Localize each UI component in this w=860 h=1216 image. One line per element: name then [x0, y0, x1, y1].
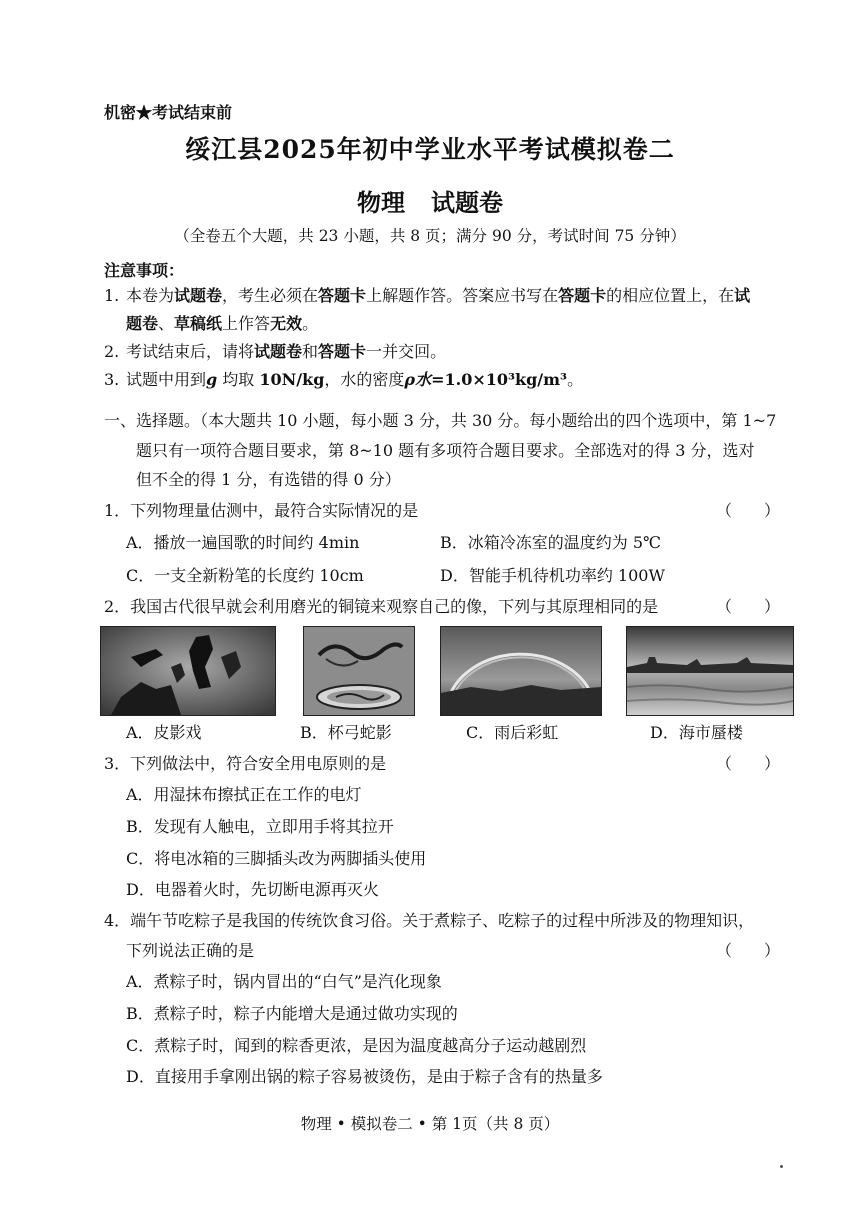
q4-option-b: B．煮粽子时，粽子内能增大是通过做功实现的	[126, 1004, 458, 1023]
q1-stem: 1．下列物理量估测中，最符合实际情况的是	[104, 501, 419, 520]
q2-option-d: D．海市蜃楼	[650, 723, 743, 742]
section1-instructions-line1: 一、选择题。（本大题共 10 小题，每小题 3 分，共 30 分。每小题给出的四个选项中，第 1~7	[104, 411, 777, 430]
q2-answer-parens: （ ）	[716, 597, 781, 616]
q3-answer-parens: （ ）	[716, 754, 781, 773]
scan-speck	[780, 1165, 783, 1168]
cup-snake-image	[303, 626, 415, 716]
q4-option-a: A．煮粽子时，锅内冒出的“白气”是汽化现象	[126, 972, 442, 991]
notice-item-1-cont: 题卷、草稿纸上作答无效。	[126, 314, 319, 333]
section1-instructions-line2: 题只有一项符合题目要求，第 8~10 题有多项符合题目要求。全部选对的得 3 分，选对	[136, 441, 755, 460]
q4-answer-parens: （ ）	[716, 941, 781, 960]
section1-instructions-line3: 但不全的得 1 分，有选错的得 0 分）	[136, 470, 401, 489]
shadow-puppet-graphic	[101, 627, 275, 715]
q2-option-b: B．杯弓蛇影	[300, 723, 392, 742]
paper-label: 试题卷	[431, 188, 503, 217]
q4-stem-line1: 4．端午节吃粽子是我国的传统饮食习俗。关于煮粽子、吃粽子的过程中所涉及的物理知识，	[104, 911, 755, 930]
notice-item-1: 1. 本卷为试题卷，考生必须在答题卡上解题作答。答案应书写在答题卡的相应位置上，在试	[104, 286, 751, 305]
exam-info: （全卷五个大题，共 23 小题，共 8 页；满分 90 分，考试时间 75 分钟）	[174, 227, 686, 245]
notice-item-2: 2. 考试结束后，请将试题卷和答题卡一并交回。	[104, 342, 447, 361]
notice-item-3: 3. 试题中用到g 均取 10N/kg，水的密度ρ水=1.0×10³kg/m³。	[104, 370, 584, 389]
exam-title: 绥江县2025年初中学业水平考试模拟卷二	[185, 135, 675, 164]
q3-stem: 3．下列做法中，符合安全用电原则的是	[104, 754, 387, 773]
subject-label: 物理	[357, 188, 405, 217]
q2-option-c: C．雨后彩虹	[466, 723, 559, 742]
page-footer: 物理 • 模拟卷二 • 第 1页（共 8 页）	[300, 1115, 560, 1133]
rainbow-image	[440, 626, 602, 716]
q1-option-d: D．智能手机待机功率约 100W	[440, 566, 665, 585]
rainbow-graphic	[441, 627, 601, 715]
q4-option-c: C．煮粽子时，闻到的粽香更浓，是因为温度越高分子运动越剧烈	[126, 1036, 587, 1055]
mirage-graphic	[627, 627, 793, 715]
q3-option-d: D．电器着火时，先切断电源再灭火	[126, 880, 379, 899]
q2-stem: 2．我国古代很早就会利用磨光的铜镜来观察自己的像，下列与其原理相同的是	[104, 597, 659, 616]
q3-option-a: A．用湿抹布擦拭正在工作的电灯	[126, 785, 362, 804]
q3-option-c: C．将电冰箱的三脚插头改为两脚插头使用	[126, 849, 427, 868]
mirage-image	[626, 626, 794, 716]
q1-option-b: B．冰箱冷冻室的温度约为 5℃	[440, 533, 661, 552]
cup-snake-graphic	[304, 627, 414, 715]
q1-option-a: A．播放一遍国歌的时间约 4min	[126, 533, 360, 552]
q1-answer-parens: （ ）	[716, 501, 781, 520]
confidential-label: 机密★考试结束前	[104, 103, 233, 122]
q1-option-c: C．一支全新粉笔的长度约 10cm	[126, 566, 364, 585]
q2-option-a: A．皮影戏	[126, 723, 202, 742]
notice-heading: 注意事项：	[104, 261, 185, 280]
exam-subtitle	[0, 183, 860, 218]
q4-option-d: D．直接用手拿刚出锅的粽子容易被烫伤，是由于粽子含有的热量多	[126, 1067, 603, 1086]
q3-option-b: B．发现有人触电，立即用手将其拉开	[126, 817, 394, 836]
q4-stem-line2: 下列说法正确的是	[126, 941, 255, 960]
shadow-puppet-image	[100, 626, 276, 716]
